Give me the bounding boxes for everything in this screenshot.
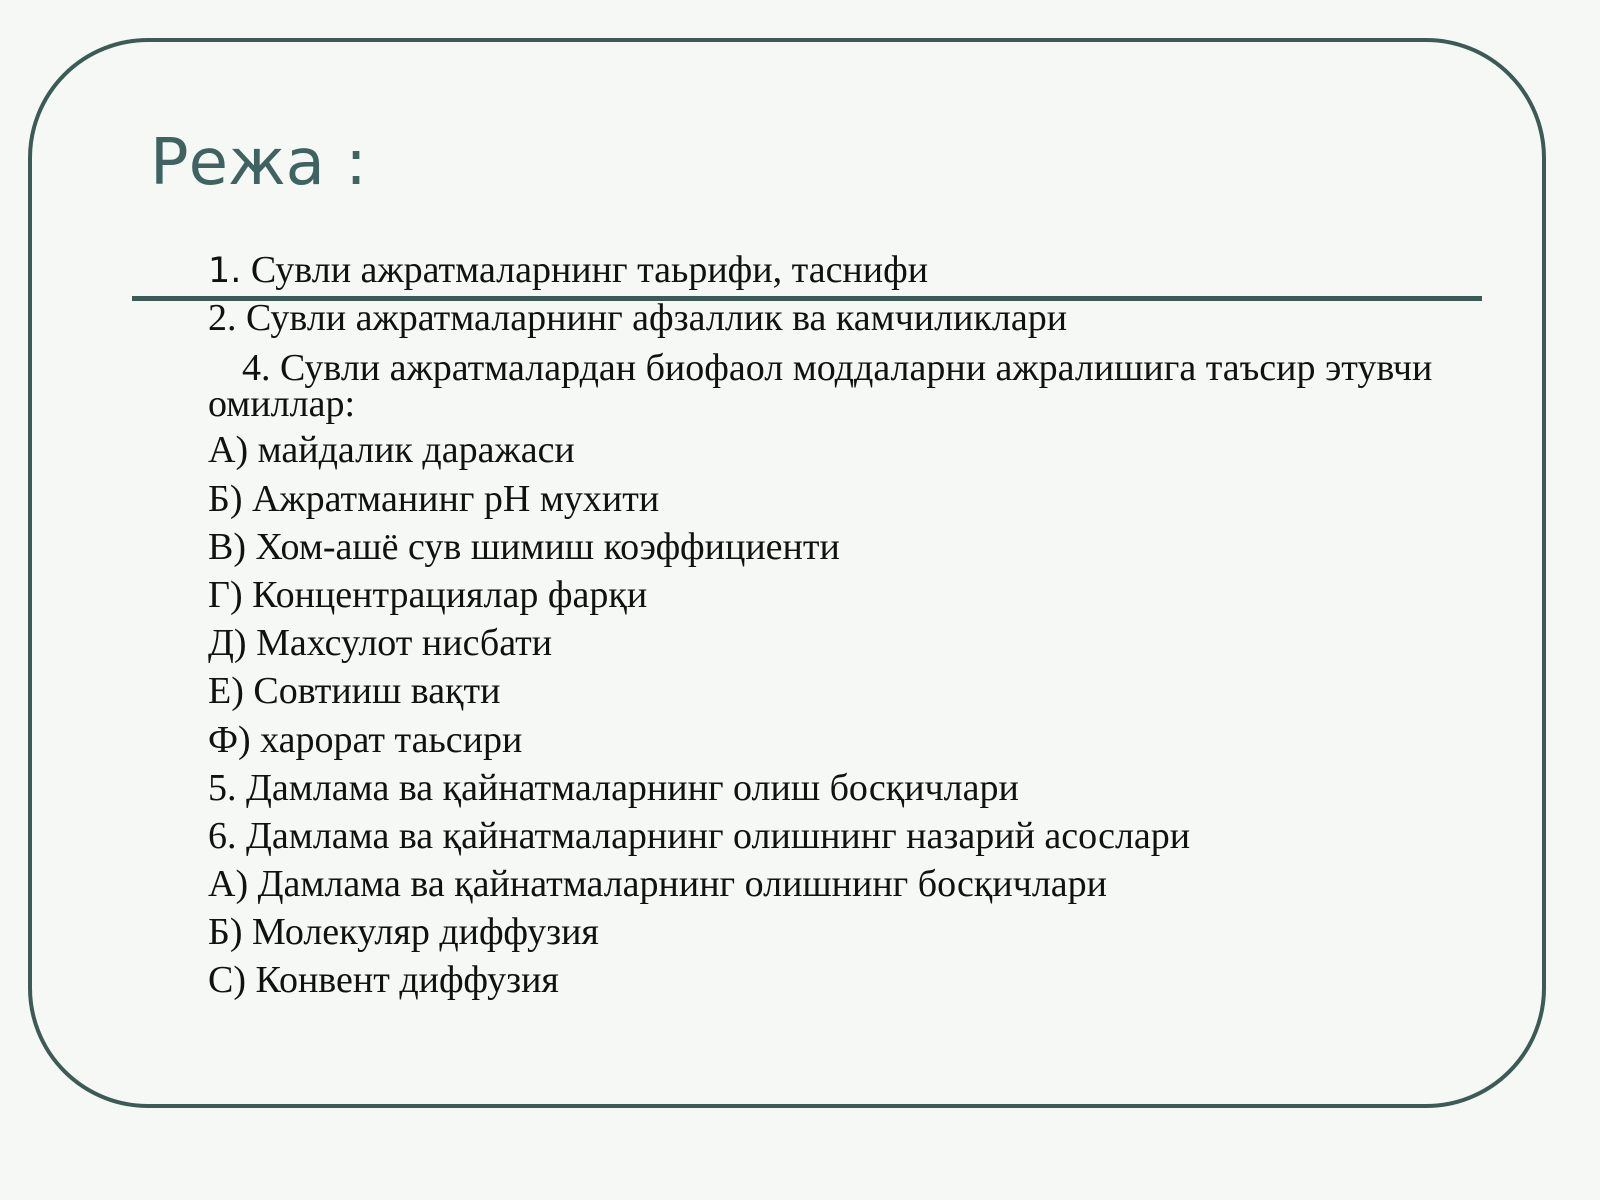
plan-list — [208, 246, 1448, 1005]
list-item: А) майдалик даражаси — [208, 429, 575, 472]
item-text: Сувли ажратмаларнинг таьрифи, таснифи — [241, 249, 929, 291]
list-item: Г) Концентрациялар фарқи — [208, 573, 648, 616]
list-item: 4. Сувли ажратмалардан биофаол моддаларни ажралишига таъсир этувчи омиллар: — [208, 347, 1433, 426]
list-item: В) Хом-ашё сув шимиш коэффициенти — [208, 525, 840, 568]
list-item: Б) Ажратманинг рН мухити — [208, 477, 660, 520]
list-item: А) Дамлама ва қайнатмаларнинг олишнинг босқичлари — [208, 863, 1107, 906]
list-item: С) Конвент диффузия — [208, 959, 559, 1002]
list-item: Ф) харорат таьсири — [208, 718, 523, 761]
item-number: 1. — [208, 251, 242, 291]
slide-title: Режа : — [150, 126, 367, 200]
list-item: Е) Совтииш вақти — [208, 670, 501, 713]
list-item: 2. Сувли ажратмаларнинг афзаллик ва камчиликлари — [208, 297, 1068, 340]
list-item — [208, 246, 1448, 294]
list-item: 6. Дамлама ва қайнатмаларнинг олишнинг назарий асослари — [208, 814, 1191, 857]
list-item: Б) Молекуляр диффузия — [208, 911, 599, 954]
list-item: Д) Махсулот нисбати — [208, 622, 553, 665]
list-item: 5. Дамлама ва қайнатмаларнинг олиш босқичлари — [208, 766, 1019, 809]
